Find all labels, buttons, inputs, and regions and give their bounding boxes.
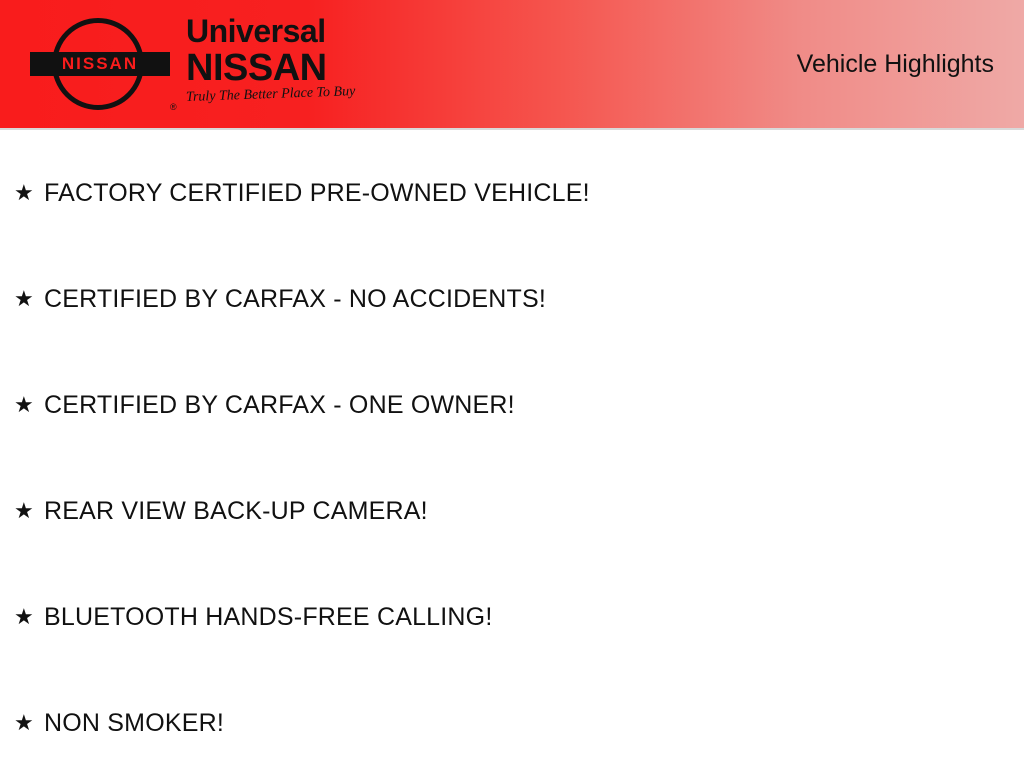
brand-line-universal: Universal bbox=[186, 13, 326, 49]
list-item bbox=[0, 670, 1024, 776]
list-item bbox=[0, 140, 1024, 246]
star-icon: ★ bbox=[14, 604, 34, 629]
emblem-label: NISSAN bbox=[61, 54, 139, 73]
highlight-text: CERTIFIED BY CARFAX - ONE OWNER! bbox=[44, 390, 515, 419]
nissan-emblem-icon bbox=[30, 16, 170, 116]
star-icon: ★ bbox=[14, 710, 34, 735]
list-item bbox=[0, 458, 1024, 564]
highlight-text: FACTORY CERTIFIED PRE-OWNED VEHICLE! bbox=[44, 178, 590, 207]
star-icon: ★ bbox=[14, 180, 34, 205]
highlight-text: NON SMOKER! bbox=[44, 708, 224, 737]
dealer-wordmark bbox=[186, 14, 416, 106]
dealer-logo bbox=[18, 6, 418, 122]
brand-line-nissan: NISSAN bbox=[186, 47, 327, 89]
list-item bbox=[0, 246, 1024, 352]
highlight-text: CERTIFIED BY CARFAX - NO ACCIDENTS! bbox=[44, 284, 546, 313]
list-item bbox=[0, 564, 1024, 670]
registered-trademark-icon: ® bbox=[170, 102, 177, 112]
dealer-tagline: Truly The Better Place To Buy bbox=[185, 84, 356, 105]
list-item bbox=[0, 352, 1024, 458]
page-header bbox=[0, 0, 1024, 128]
star-icon: ★ bbox=[14, 498, 34, 523]
star-icon: ★ bbox=[14, 286, 34, 311]
star-icon: ★ bbox=[14, 392, 34, 417]
header-divider bbox=[0, 128, 1024, 130]
page-title: Vehicle Highlights bbox=[796, 50, 994, 78]
highlight-text: BLUETOOTH HANDS-FREE CALLING! bbox=[44, 602, 493, 631]
vehicle-highlights-list bbox=[0, 140, 1024, 776]
highlight-text: REAR VIEW BACK-UP CAMERA! bbox=[44, 496, 428, 525]
emblem-bar bbox=[30, 52, 170, 76]
